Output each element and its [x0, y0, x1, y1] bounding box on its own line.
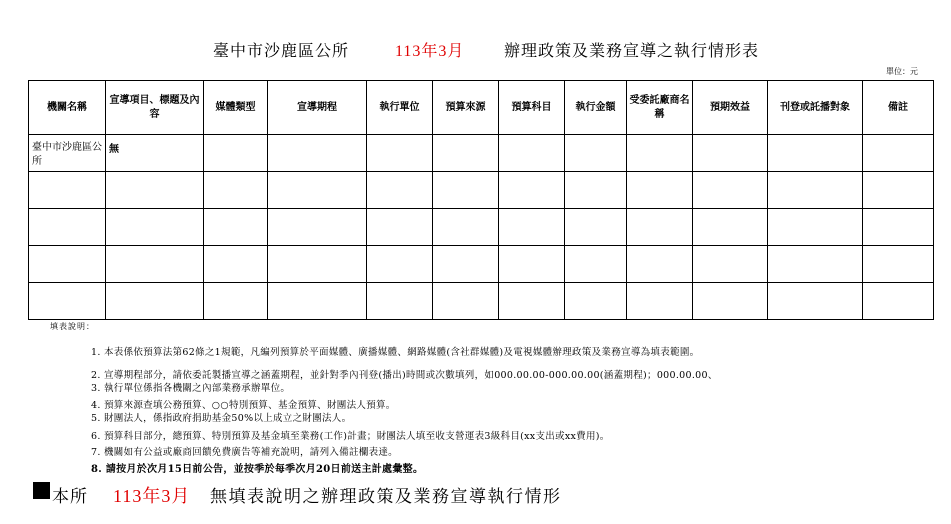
note-item: 1. 本表係依預算法第62條之1規範，凡編列預算於平面媒體、廣播媒體、網路媒體(含社群媒體)及電視媒體辦理政策及業務宣導為填表範圍。 — [91, 347, 700, 358]
table-cell — [499, 135, 565, 172]
table-cell — [499, 246, 565, 283]
table-cell — [863, 283, 934, 320]
title-period: 113年3月 — [395, 43, 465, 60]
table-cell — [499, 209, 565, 246]
table-cell — [863, 172, 934, 209]
execution-table — [28, 80, 934, 320]
header-cell: 受委託廠商名稱 — [627, 81, 693, 135]
header-cell: 媒體類型 — [204, 81, 268, 135]
table-cell — [367, 283, 433, 320]
square-bullet-icon — [33, 482, 50, 499]
table-cell — [768, 209, 863, 246]
header-cell: 執行金額 — [565, 81, 627, 135]
footer-office: 本所 — [52, 487, 88, 507]
table-cell — [268, 172, 367, 209]
table-cell — [768, 283, 863, 320]
table-row — [29, 172, 934, 209]
table-cell — [565, 283, 627, 320]
table-cell — [863, 135, 934, 172]
footer-period: 113年3月 — [113, 486, 191, 506]
header-cell: 刊登或託播對象 — [768, 81, 863, 135]
note-item: 3. 執行單位係指各機關之內部業務承辦單位。 — [91, 383, 291, 394]
table-cell — [693, 172, 768, 209]
note-item: 7. 機關如有公益或廠商回饋免費廣告等補充說明，請列入備註欄表達。 — [91, 447, 398, 458]
table-cell — [204, 209, 268, 246]
table-cell — [106, 246, 204, 283]
table-cell — [565, 246, 627, 283]
table-cell — [627, 246, 693, 283]
table-cell — [565, 172, 627, 209]
table-cell — [693, 283, 768, 320]
table-cell — [367, 209, 433, 246]
header-cell: 宣導項目、標題及內容 — [106, 81, 204, 135]
table-cell — [768, 135, 863, 172]
note-item: 6. 預算科目部分，總預算、特別預算及基金填至業務(工作)計畫；財團法人填至收支營運表3級科目(xx支出或xx費用)。 — [91, 431, 610, 442]
unit-label: 單位：元 — [886, 67, 918, 76]
table-header-row — [29, 81, 934, 135]
title-office: 臺中市沙鹿區公所 — [213, 41, 350, 60]
table-cell — [204, 283, 268, 320]
table-cell — [499, 172, 565, 209]
table-cell — [367, 135, 433, 172]
note-item: 2. 宣導期程部分，請依委託製播宣導之涵蓋期程，並針對季內刊登(播出)時間或次數填列，如000.00.00-000.00.00(涵蓋期程)；000.00.00、 — [91, 370, 718, 381]
header-cell: 預算來源 — [433, 81, 499, 135]
notes-label: 填表說明： — [50, 322, 95, 331]
table-cell — [863, 246, 934, 283]
table-cell — [106, 283, 204, 320]
table-cell — [204, 246, 268, 283]
table-cell — [106, 172, 204, 209]
table-cell — [367, 246, 433, 283]
table-cell — [433, 172, 499, 209]
table-cell — [627, 209, 693, 246]
table-cell — [204, 135, 268, 172]
table-cell — [29, 209, 106, 246]
table-cell — [499, 283, 565, 320]
footer-text: 無填表說明之辦理政策及業務宣導執行情形 — [210, 487, 562, 507]
table-cell — [768, 246, 863, 283]
table-cell — [863, 209, 934, 246]
table-cell — [693, 135, 768, 172]
table-cell — [627, 172, 693, 209]
table-cell — [565, 135, 627, 172]
table-cell — [106, 209, 204, 246]
table-cell: 臺中市沙鹿區公所 — [29, 135, 106, 172]
table-cell — [627, 135, 693, 172]
note-item: 5. 財團法人，係指政府捐助基金50%以上成立之財團法人。 — [91, 413, 352, 424]
table-row — [29, 283, 934, 320]
header-cell: 預期效益 — [693, 81, 768, 135]
table-row — [29, 246, 934, 283]
table-cell — [627, 283, 693, 320]
table-cell — [367, 172, 433, 209]
table-cell — [268, 209, 367, 246]
table-cell — [268, 246, 367, 283]
header-cell: 預算科目 — [499, 81, 565, 135]
table-cell — [433, 283, 499, 320]
header-cell: 執行單位 — [367, 81, 433, 135]
table-cell — [565, 209, 627, 246]
table-row — [29, 209, 934, 246]
table-cell — [768, 172, 863, 209]
table-cell — [433, 246, 499, 283]
table-cell — [268, 283, 367, 320]
table-cell — [433, 135, 499, 172]
header-cell: 宣導期程 — [268, 81, 367, 135]
table-cell — [204, 172, 268, 209]
table-cell — [29, 172, 106, 209]
table-cell — [29, 283, 106, 320]
header-cell: 機關名稱 — [29, 81, 106, 135]
table-cell — [268, 135, 367, 172]
table-cell: 無 — [106, 135, 204, 172]
header-cell: 備註 — [863, 81, 934, 135]
table-cell — [693, 246, 768, 283]
table-row — [29, 135, 934, 172]
report-title — [0, 38, 951, 62]
table-cell — [29, 246, 106, 283]
note-item: 4. 預算來源查填公務預算、○○特別預算、基金預算、財團法人預算。 — [91, 400, 396, 411]
table-cell — [693, 209, 768, 246]
table-cell — [433, 209, 499, 246]
title-name: 辦理政策及業務宣導之執行情形表 — [504, 41, 760, 60]
note-item: 8. 請按月於次月15日前公告，並按季於每季次月20日前送主計處彙整。 — [91, 464, 424, 475]
